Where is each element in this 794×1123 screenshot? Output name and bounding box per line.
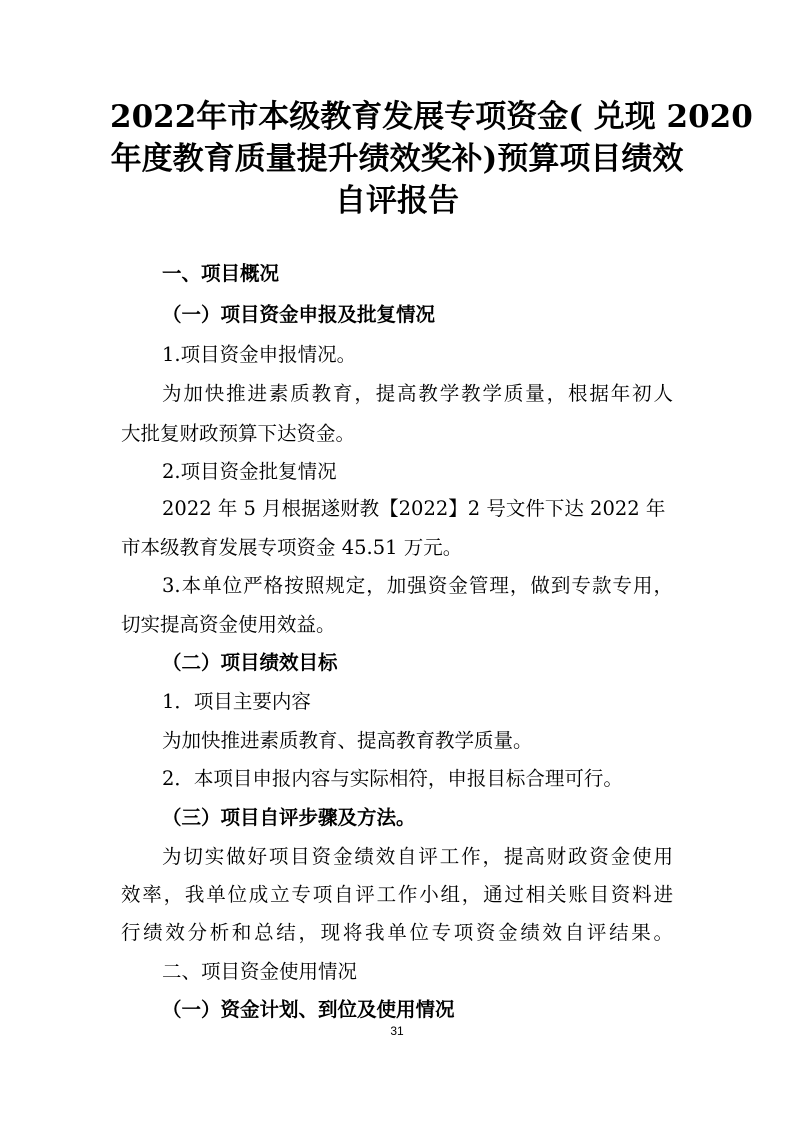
paragraph: 为加快推进素质教育，提高教学教学质量，根据年初人 [162,382,673,405]
paragraph: 2.项目资金批复情况 [162,460,337,483]
title-line-1: 2022年市本级教育发展专项资金( 兑现 2020 [110,99,753,135]
paragraph: 效率，我单位成立专项自评工作小组，通过相关账目资料进 [121,883,673,906]
page-number: 31 [390,1024,404,1038]
paragraph: 3.本单位严格按照规定，加强资金管理，做到专款专用， [162,574,673,597]
section-1-heading: 一、项目概况 [162,262,280,285]
section-1-3-heading: （三）项目自评步骤及方法。 [162,806,416,829]
paragraph: 切实提高资金使用效益。 [121,613,336,636]
report-title [110,96,753,222]
section-2-1-heading: （一）资金计划、到位及使用情况 [162,998,455,1021]
paragraph: 市本级教育发展专项资金 45.51 万元。 [121,536,463,559]
section-2-heading: 二、项目资金使用情况 [162,960,358,983]
paragraph: 为加快推进素质教育、提高教育教学质量。 [162,729,533,752]
section-1-2-heading: （二）项目绩效目标 [162,651,338,674]
paragraph: 2022 年 5 月根据遂财教【2022】2 号文件下达 2022 年 [162,497,666,520]
paragraph: 2．本项目申报内容与实际相符，申报目标合理可行。 [162,767,623,790]
paragraph: 大批复财政预算下达资金。 [121,422,356,445]
paragraph: 为切实做好项目资金绩效自评工作，提高财政资金使用 [162,845,673,868]
paragraph: 1.项目资金申报情况。 [162,343,357,366]
paragraph: 1．项目主要内容 [162,690,311,713]
section-1-1-heading: （一）项目资金申报及批复情况 [162,303,436,326]
paragraph: 行绩效分析和总结，现将我单位专项资金绩效自评结果。 [121,921,673,944]
title-line-2: 年度教育质量提升绩效奖补)预算项目绩效 [110,141,684,177]
title-line-3: 自评报告 [335,183,459,219]
